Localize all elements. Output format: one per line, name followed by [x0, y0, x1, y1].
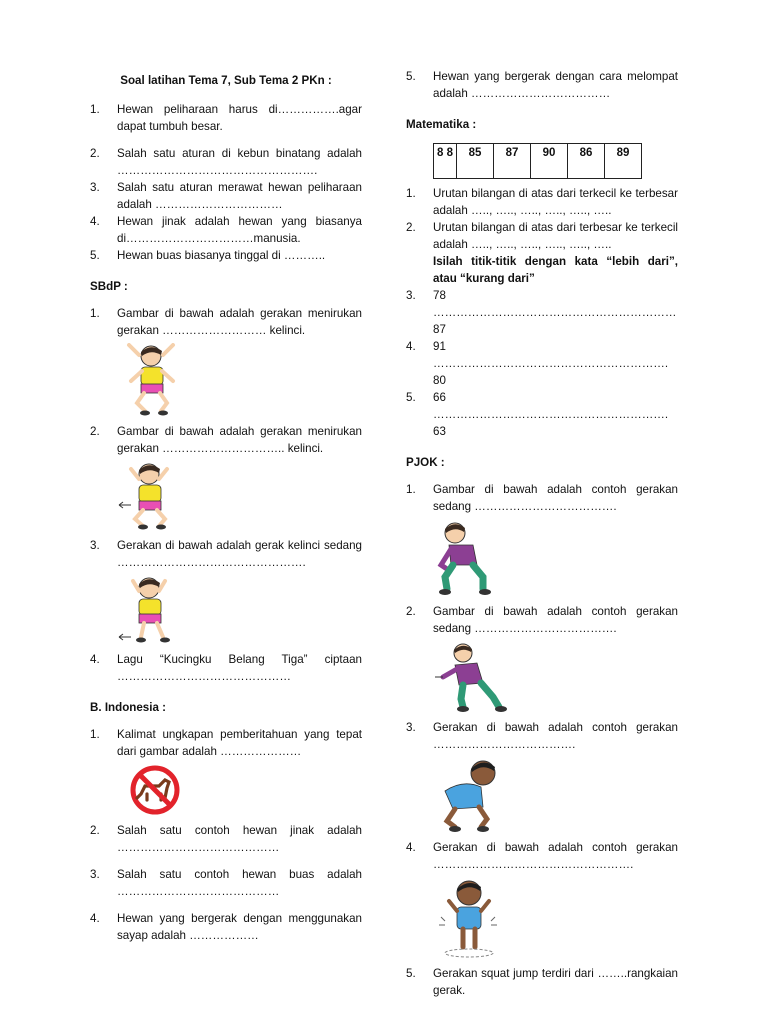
list-item: 1. Hewan peliharaan harus di…………….agar dapat tumbuh besar.	[90, 103, 362, 133]
instruction-row	[406, 253, 678, 287]
pjok-list-4	[406, 839, 678, 873]
list-item: 4. Hewan jinak adalah hewan yang biasanya di……………………………manusia.	[90, 215, 362, 245]
table-cell: 87	[494, 144, 531, 179]
sbdp-list-3	[90, 537, 362, 571]
rabbit-pose-illustration-1	[117, 343, 187, 417]
rabbit-pose-illustration-2	[117, 461, 189, 531]
pjok-heading: PJOK :	[406, 456, 445, 469]
list-item: 4. Gerakan di bawah adalah contoh gerakan …………………………………………….	[406, 841, 678, 871]
rabbit-pose-illustration-3	[117, 575, 187, 645]
list-item: 4. Lagu “Kucingku Belang Tiga” ciptaan ………………………………………	[90, 653, 362, 683]
list-item: 5. 66 ……………………………………………………. 63	[406, 391, 669, 438]
list-item: 1. Kalimat ungkapan pemberitahuan yang tepat dari gambar adalah …………………	[90, 728, 362, 758]
list-item: 3. Salah satu aturan merawat hewan peliharaan adalah ……………………………	[90, 181, 362, 211]
list-item: 4. Hewan yang bergerak dengan menggunakan sayap adalah ………………	[90, 912, 362, 942]
bindo-list-2	[90, 822, 362, 944]
list-item: 1. Urutan bilangan di atas dari terkecil ke terbesar adalah ….., ….., ….., ….., ….., …..	[406, 187, 678, 217]
list-item: 2. Urutan bilangan di atas dari terbesar ke terkecil adalah ….., ….., ….., ….., ….., …..	[406, 221, 678, 251]
matematika-heading: Matematika :	[406, 118, 477, 131]
list-item: 2. Gambar di bawah adalah gerakan menirukan gerakan ………………………….. kelinci.	[90, 425, 362, 455]
bindo-list	[90, 726, 362, 760]
list-item: 3. 78 ……………………………………………………… 87	[406, 289, 677, 336]
pjok-list	[406, 481, 678, 515]
table-cell: 90	[531, 144, 568, 179]
pjok-list-5	[406, 965, 678, 999]
squat-pose-illustration-1	[433, 519, 497, 597]
pkn-item-5	[406, 68, 678, 102]
sbdp-list	[90, 305, 362, 339]
right-column	[406, 68, 678, 999]
sbdp-list-4	[90, 651, 362, 685]
no-dogs-sign-icon	[117, 764, 193, 816]
left-column	[90, 68, 362, 944]
list-item: 3. Gerakan di bawah adalah gerak kelinci sedang ………………………………………….	[90, 539, 362, 569]
pjok-list-3	[406, 719, 678, 753]
list-item: 3. Salah satu contoh hewan buas adalah ……………………………………	[90, 868, 362, 898]
page-title: Soal latihan Tema 7, Sub Tema 2 PKn :	[120, 74, 332, 87]
table-cell: 86	[568, 144, 605, 179]
list-item: 2. Gambar di bawah adalah contoh gerakan sedang ……………………………….	[406, 605, 678, 635]
table-cell: 8 8	[434, 144, 457, 179]
list-item: 5. Gerakan squat jump terdiri dari ……..rangkaian gerak.	[406, 967, 678, 997]
lunge-pose-illustration	[433, 641, 509, 713]
table-cell: 89	[605, 144, 642, 179]
list-item: 1. Gambar di bawah adalah gerakan menirukan gerakan ……………………… kelinci.	[90, 307, 362, 337]
instruction-text: Isilah titik-titik dengan kata “lebih dari”, atau “kurang dari”	[433, 255, 678, 285]
list-item: 4. 91 ……………………………………………………. 80	[406, 340, 669, 387]
bindo-heading: B. Indonesia :	[90, 701, 167, 714]
pkn-list	[90, 101, 362, 264]
sbdp-list-2	[90, 423, 362, 457]
squat-pose-illustration-2	[433, 757, 511, 833]
list-item: 1. Gambar di bawah adalah contoh gerakan sedang ……………………………….	[406, 483, 678, 513]
list-item: 3. Gerakan di bawah adalah contoh gerakan ……………………………….	[406, 721, 678, 751]
number-table	[433, 143, 642, 179]
list-item: 5. Hewan buas biasanya tinggal di ………..	[90, 249, 326, 262]
list-item: 5. Hewan yang bergerak dengan cara melompat adalah ………………………………	[406, 70, 678, 100]
matematika-list	[406, 185, 678, 440]
list-item: 2. Salah satu aturan di kebun binatang adalah …………………………………………….	[90, 147, 362, 177]
squat-jump-illustration	[433, 877, 503, 959]
pjok-list-2	[406, 603, 678, 637]
table-cell: 85	[457, 144, 494, 179]
sbdp-heading: SBdP :	[90, 280, 128, 293]
list-item: 2. Salah satu contoh hewan jinak adalah ……………………………………	[90, 824, 362, 854]
